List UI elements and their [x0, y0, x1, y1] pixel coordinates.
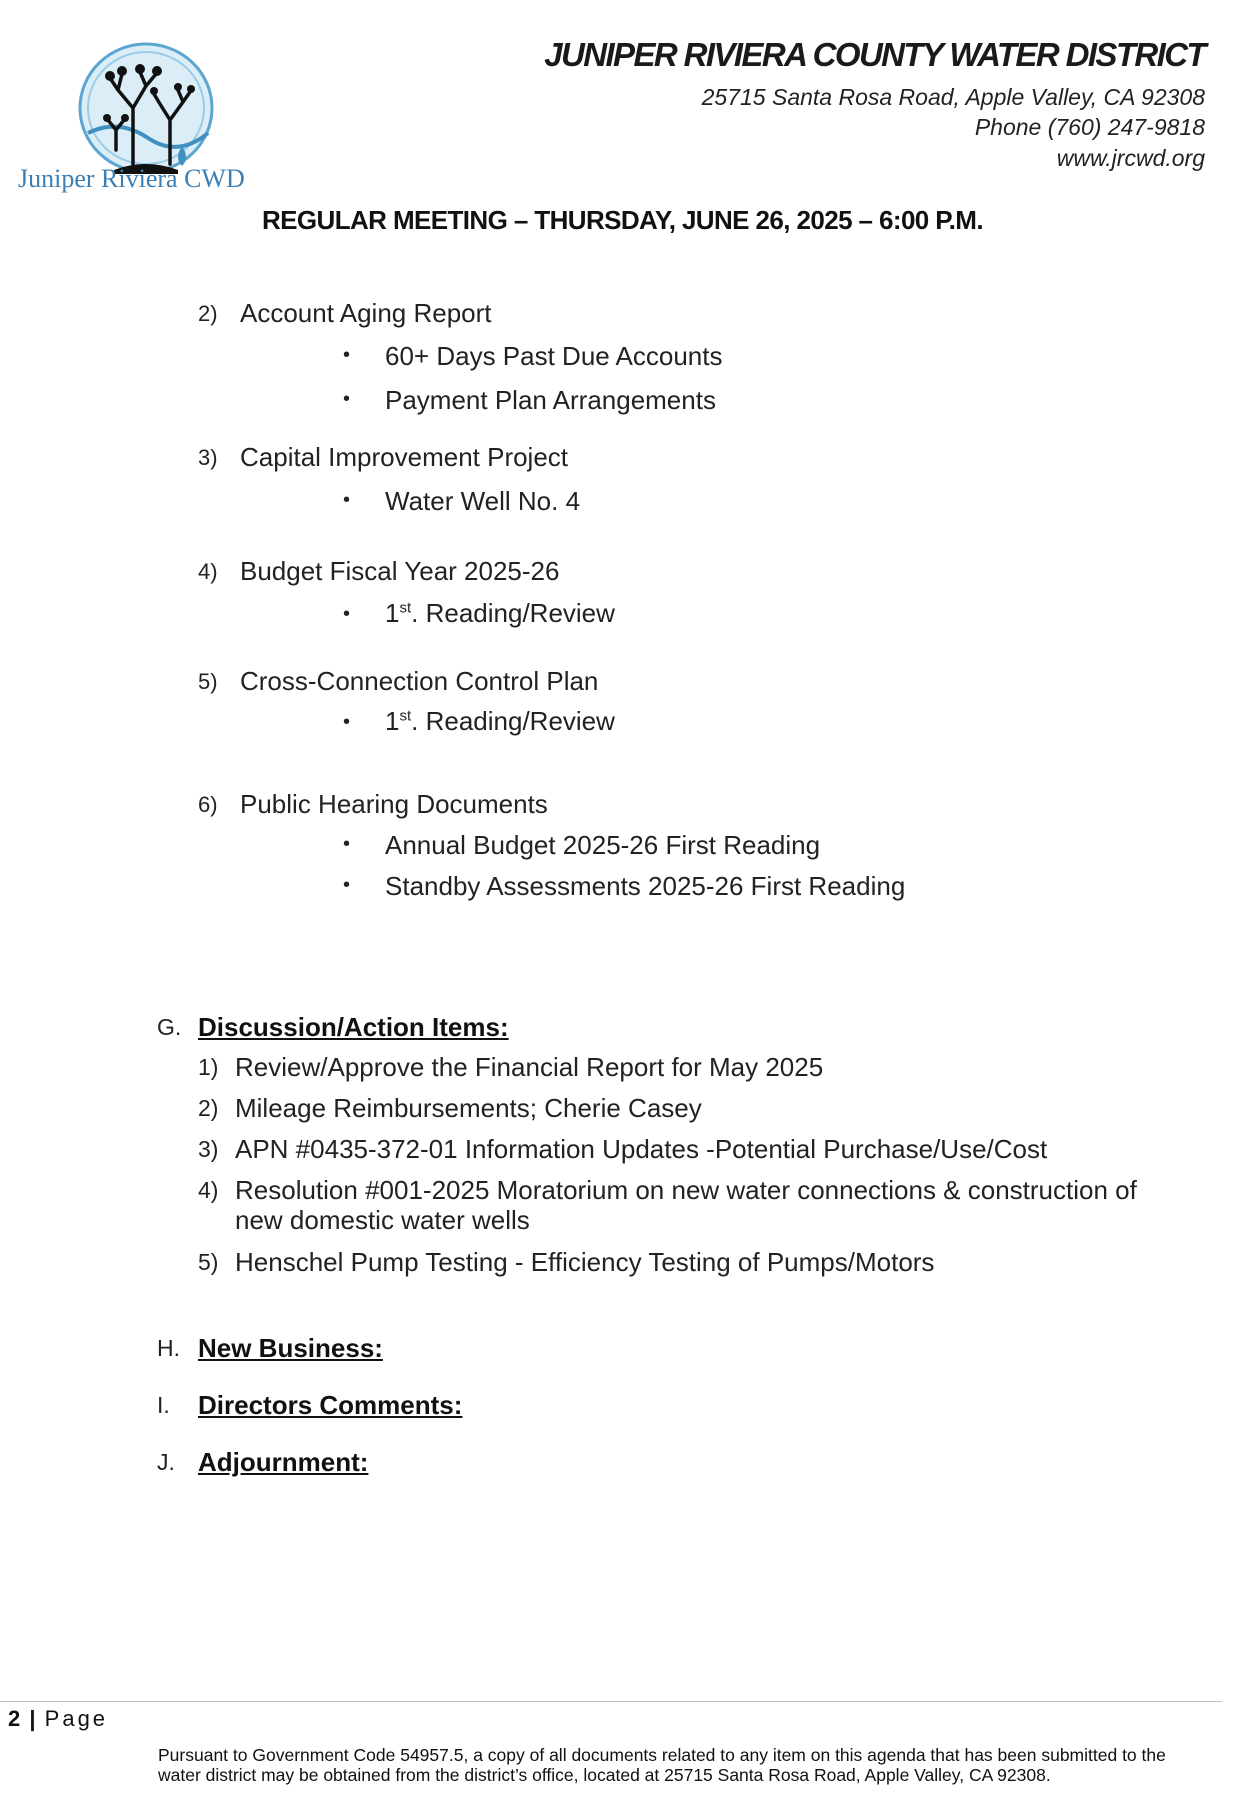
organization-address: 25715 Santa Rosa Road, Apple Valley, CA 92308: [701, 84, 1205, 110]
report-item-number: 5): [198, 669, 218, 694]
report-item-title: Public Hearing Documents: [240, 789, 548, 819]
section-heading-discussion: Discussion/Action Items:: [198, 1012, 509, 1042]
bullet-icon: •: [343, 489, 351, 511]
meeting-title: REGULAR MEETING – THURSDAY, JUNE 26, 2025 – 6:00 P.M.: [261, 205, 983, 235]
report-sub-item: 1st. Reading/Review: [385, 598, 615, 628]
action-item-text: Mileage Reimbursements; Cherie Casey: [235, 1093, 702, 1123]
bullet-icon: •: [343, 874, 351, 896]
bullet-icon: •: [343, 711, 351, 733]
report-sub-item: Annual Budget 2025-26 First Reading: [385, 830, 821, 860]
section-letter: G.: [157, 1014, 182, 1040]
action-item-text: Resolution #001-2025 Moratorium on new water connections & construction of: [235, 1175, 1137, 1205]
action-item-text: Review/Approve the Financial Report for May 2025: [235, 1052, 824, 1082]
bullet-icon: •: [343, 344, 351, 366]
section-letter: I.: [157, 1392, 170, 1418]
action-item-number: 3): [198, 1136, 219, 1162]
report-sub-item: Standby Assessments 2025-26 First Reading: [385, 871, 906, 901]
report-item-number: 3): [198, 445, 218, 470]
action-item-text: APN #0435-372-01 Information Updates -Potential Purchase/Use/Cost: [235, 1134, 1048, 1164]
bullet-icon: •: [343, 603, 351, 625]
action-item-number: 2): [198, 1095, 219, 1121]
report-sub-item: Payment Plan Arrangements: [385, 385, 716, 415]
report-sub-item: Water Well No. 4: [385, 486, 581, 516]
bullet-icon: •: [343, 833, 351, 855]
page-number: 2 | Page: [8, 1706, 109, 1731]
report-sub-item: 1st. Reading/Review: [385, 706, 615, 736]
organization-name: JUNIPER RIVIERA COUNTY WATER DISTRICT: [544, 36, 1205, 73]
section-heading-directors-comments: Directors Comments:: [198, 1390, 463, 1420]
section-letter: H.: [157, 1335, 180, 1361]
report-item-title: Cross-Connection Control Plan: [240, 666, 599, 696]
district-logo: [18, 38, 293, 198]
section-heading-adjournment: Adjournment:: [198, 1447, 369, 1477]
action-item-text-continued: new domestic water wells: [235, 1205, 530, 1235]
report-item-number: 2): [198, 301, 218, 326]
action-item-text: Henschel Pump Testing - Efficiency Testing of Pumps/Motors: [235, 1247, 935, 1277]
organization-website: www.jrcwd.org: [1056, 145, 1205, 171]
footer-legal-note: Pursuant to Government Code 54957.5, a copy of all documents related to any item on this agenda that has been submitted to the water district may be obtained from the district’s office, located at 25715 Santa Rosa Road, Apple Valley, CA 92308.: [158, 1745, 1166, 1785]
report-item-title: Budget Fiscal Year 2025-26: [240, 556, 560, 586]
footer-divider: [0, 1701, 1222, 1702]
report-item-number: 4): [198, 559, 218, 584]
section-heading-new-business: New Business:: [198, 1333, 383, 1363]
report-item-title: Capital Improvement Project: [240, 442, 569, 472]
report-item-number: 6): [198, 792, 218, 817]
organization-phone: Phone (760) 247-9818: [974, 114, 1205, 140]
action-item-number: 4): [198, 1177, 219, 1203]
section-letter: J.: [157, 1449, 175, 1475]
report-item-title: Account Aging Report: [240, 298, 492, 328]
action-item-number: 1): [198, 1054, 219, 1080]
bullet-icon: •: [343, 388, 351, 410]
logo-text: Juniper Riviera CWD: [18, 164, 245, 193]
action-item-number: 5): [198, 1249, 219, 1275]
report-sub-item: 60+ Days Past Due Accounts: [385, 341, 723, 371]
